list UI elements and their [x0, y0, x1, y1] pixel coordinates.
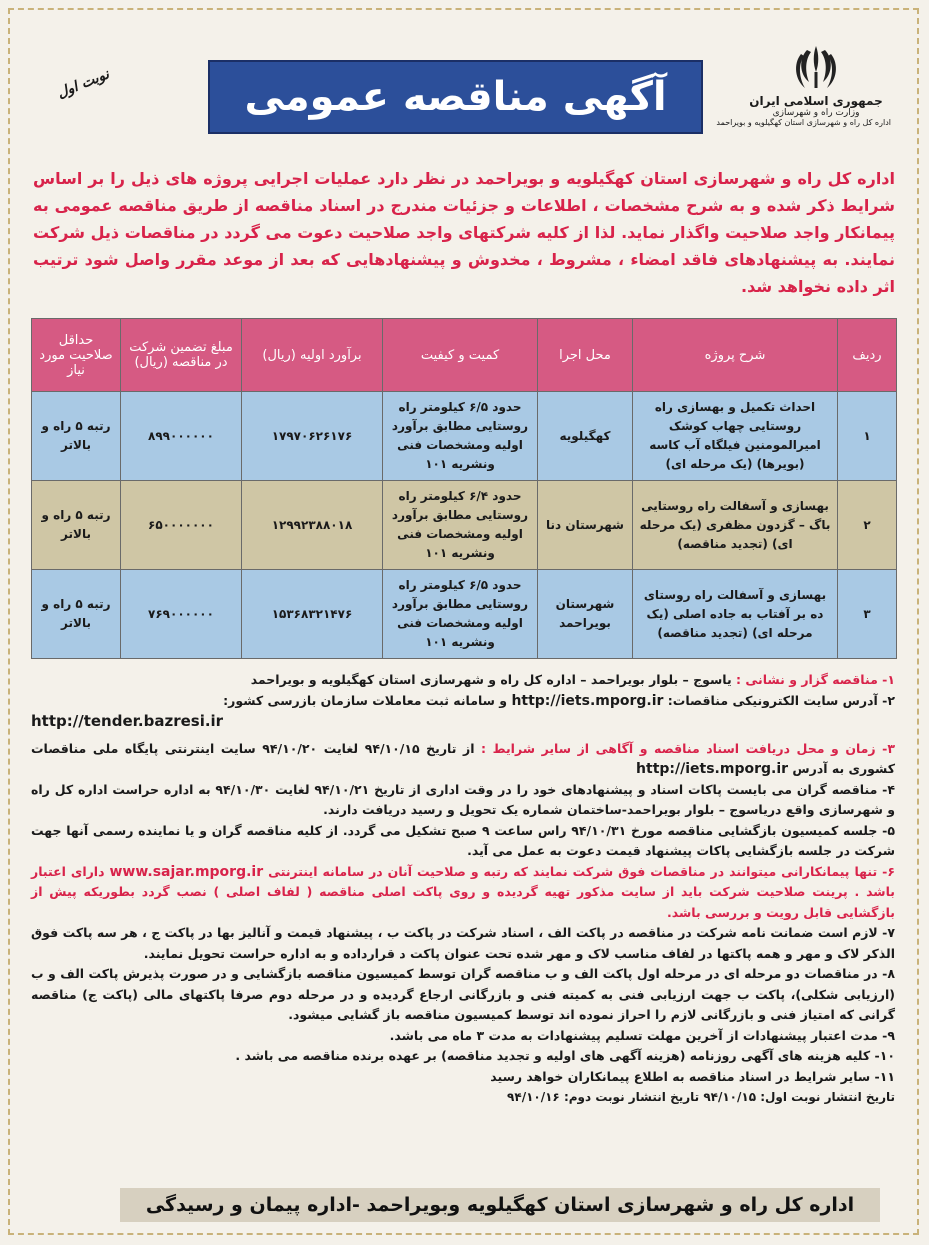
notice-page	[20, 20, 909, 1225]
cell-grade: رتبه ۵ راه و بالاتر	[32, 392, 121, 481]
col-grade: حداقل صلاحیت مورد نیاز	[32, 319, 121, 392]
cell-estimate: ۱۷۹۷۰۶۲۶۱۷۶	[242, 392, 383, 481]
clause-1-heading: ۱- مناقصه گزار و نشانی :	[736, 672, 895, 687]
cell-guarantee: ۶۵۰۰۰۰۰۰۰	[121, 481, 242, 570]
cell-grade: رتبه ۵ راه و بالاتر	[32, 570, 121, 659]
col-guarantee: مبلغ تضمین شرکت در مناقصه (ریال)	[121, 319, 242, 392]
clause-2-line2	[31, 711, 895, 733]
clause-10: ۱۰- کلیه هزینه های آگهی روزنامه (هزینه آگهی های اولیه و تجدید مناقصه) بر عهده برنده مناقصه می باشد .	[235, 1048, 895, 1063]
iran-emblem-icon	[793, 42, 839, 92]
emblem-office: اداره کل راه و شهرسازی استان کهگیلویه و بویراحمد	[716, 118, 891, 127]
conditions-list	[31, 670, 895, 1108]
clause-3-body: از تاریخ ۹۴/۱۰/۱۵ لغایت ۹۴/۱۰/۲۰ سایت اینترنتی پایگاه ملی مناقصات کشوری به آدرس	[31, 740, 895, 776]
notice-title: آگهی مناقصه عمومی	[208, 60, 703, 134]
col-desc: شرح پروژه	[633, 319, 838, 392]
cell-guarantee: ۸۹۹۰۰۰۰۰۰	[121, 392, 242, 481]
clause-2-middle: و سامانه ثبت معاملات سازمان بازرسی کشور:	[223, 692, 512, 708]
clause-6-body: دارای اعتبار باشد . پرینت صلاحیت شرکت باید از سایت مذکور تهیه گردیده و روی پاکت اصلی مناقصه ( لفاف اصلی ) نصب گردد بطوریکه پیش از بازگشایی قابل رویت و بررسی باشد.	[31, 863, 895, 920]
cell-qty: حدود ۶/۵ کیلومتر راه روستایی مطابق برآورد اولیه ومشخصات فنی ونشریه ۱۰۱	[383, 392, 538, 481]
col-row: ردیف	[838, 319, 897, 392]
sajar-link[interactable]: www.sajar.mporg.ir	[109, 863, 264, 880]
clause-1	[31, 670, 895, 691]
cell-desc: بهسازی و آسفالت راه روستایی باگ – گزدون مظفری (یک مرحله ای) (تجدید مناقصه)	[633, 481, 838, 570]
clause-6-prefix: ۶- تنها پیمانکارانی میتوانند در مناقصات فوق شرکت نمایند که رتبه و صلاحیت آنان در سامانه اینترنتی	[263, 863, 895, 879]
col-qty: کمیت و کیفیت	[383, 319, 538, 392]
cell-desc: احداث تکمیل و بهسازی راه روستایی چهاب کوشک امیرالمومنین فیلگاه آب کاسه (بویرها) (یک مرحله ای)	[633, 392, 838, 481]
projects-table	[31, 318, 897, 659]
cell-qty: حدود ۶/۴ کیلومتر راه روستایی مطابق برآورد اولیه ومشخصات فنی ونشریه ۱۰۱	[383, 481, 538, 570]
col-place: محل اجرا	[538, 319, 633, 392]
clause-8: ۸- در مناقصات دو مرحله ای در مرحله اول پاکت الف و ب مناقصه گران توسط کمیسیون مناقصه بازگشایی و در صورت پذیرش پاکت الف و ب (ارزیابی شکلی)، پاکت ب جهت ارزیابی فنی به کمیته فنی و بازرگانی ارجاع گردیده و در مرحله دوم صرفا پاکتهای مالی (پاکت ج) مناقصه گرانی که امتیاز فنی و بازرگانی لازم را احراز نموده اند توسط کمیسیون مناقصه باز گشایی میشود.	[31, 966, 895, 1022]
clause-4: ۴- مناقصه گران می بایست پاکات اسناد و پیشنهادهای خود را در وقت اداری از تاریخ ۹۴/۱۰/۲۱ لغایت ۹۴/۱۰/۳۰ به اداره حراست اداره کل راه و شهرسازی واقع دریاسوج – بلوار بویراحمد-ساختمان شماره یک تحویل و رسید دریافت دارند.	[31, 781, 896, 817]
table-row	[32, 481, 897, 570]
publication-dates: تاریخ انتشار نوبت اول: ۹۴/۱۰/۱۵ تاریخ انتشار نوبت دوم: ۹۴/۱۰/۱۶	[507, 1090, 895, 1104]
clause-6	[31, 862, 895, 924]
clause-1-body: یاسوج – بلوار بویراحمد – اداره کل راه و شهرسازی استان کهگیلویه و بویراحمد	[250, 672, 737, 687]
iets-link[interactable]: http://iets.mporg.ir	[511, 692, 664, 709]
clause-9: ۹- مدت اعتبار پیشنهادات از آخرین مهلت تسلیم پیشنهادات به مدت ۳ ماه می باشد.	[389, 1027, 895, 1043]
clause-3-heading: ۳- زمان و محل دریافت اسناد مناقصه و آگاهی از سایر شرایط :	[481, 740, 896, 756]
table-row	[32, 570, 897, 659]
cell-place: شهرستان بویراحمد	[538, 570, 633, 659]
cell-guarantee: ۷۶۹۰۰۰۰۰۰	[121, 570, 242, 659]
cell-row: ۲	[838, 481, 897, 570]
table-header-row	[32, 319, 897, 392]
clause-11: ۱۱- سایر شرایط در اسناد مناقصه به اطلاع پیمانکاران خواهد رسید	[490, 1068, 895, 1084]
cell-row: ۱	[838, 392, 897, 481]
cell-row: ۳	[838, 570, 897, 659]
cell-qty: حدود ۶/۵ کیلومتر راه روستایی مطابق برآورد اولیه ومشخصات فنی ونشریه ۱۰۱	[383, 570, 538, 659]
emblem-ministry: وزارت راه و شهرسازی	[772, 108, 860, 118]
clause-7: ۷- لازم است ضمانت نامه شرکت در مناقصه در پاکت الف ، اسناد شرکت در پاکت ب ، پیشنهاد قیمت و آنالیز بها در پاکت ج ، هر سه پاکت فوق الذکر لاک و مهر و همه پاکتها در لفاف مناسب لاک و مهر شده تحت عنوان پاکت د قرارداده و به اداره حراست تحویل نمایند.	[31, 925, 895, 961]
iets-link-2[interactable]: http://iets.mporg.ir	[636, 761, 789, 777]
intro-paragraph: اداره کل راه و شهرسازی استان کهگیلویه و بویراحمد در نظر دارد عملیات اجرایی پروژه های ذیل را بر اساس شرایط ذکر شده و به شرح مشخصات ، اطلاعات و جزئیات مندرج در اسناد مناقصه از طریق مناقصه عمومی به پیمانکار واجد صلاحیت واگذار نماید. لذا از کلیه شرکتهای واجد صلاحیت دعوت می گردد در مناقصات ذیل شرکت نمایند. به پیشنهادهای فاقد امضاء ، مشروط ، مخدوش و پیشنهادهایی که بعد از موعد مقرر واصل شود ترتیب اثر داده نخواهد شد.	[33, 169, 895, 296]
col-estimate: برآورد اولیه (ریال)	[242, 319, 383, 392]
cell-grade: رتبه ۵ راه و بالاتر	[32, 481, 121, 570]
cell-estimate: ۱۵۳۶۸۳۲۱۴۷۶	[242, 570, 383, 659]
cell-place: کهگیلویه	[538, 392, 633, 481]
cell-place: شهرستان دنا	[538, 481, 633, 570]
clause-2	[31, 691, 895, 712]
cell-desc: بهسازی و آسفالت راه روستای ده بر آفتاب به جاده اصلی (یک مرحله ای) (تجدید مناقصه)	[633, 570, 838, 659]
cell-estimate: ۱۲۹۹۲۳۸۸۰۱۸	[242, 481, 383, 570]
publication-round: نوبت اول	[54, 66, 112, 102]
clause-2-prefix: ۲- آدرس سایت الکترونیکی مناقصات:	[663, 692, 895, 708]
table-row	[32, 392, 897, 481]
tender-link[interactable]: http://tender.bazresi.ir	[31, 712, 224, 730]
clause-3	[31, 739, 895, 780]
clause-5: ۵- جلسه کمیسیون بازگشایی مناقصه مورخ ۹۴/۱۰/۳۱ راس ساعت ۹ صبح تشکیل می گردد. از کلیه مناقصه گران و یا نماینده رسمی آنها جهت شرکت در جلسه بازگشایی پاکات پیشنهاد قیمت دعوت به عمل می آید.	[31, 822, 895, 858]
footer-banner: اداره کل راه و شهرسازی استان کهگیلویه وبویراحمد -اداره پیمان و رسیدگی	[120, 1188, 880, 1222]
ministry-emblem	[716, 42, 891, 127]
emblem-country: جمهوری اسلامی ایران	[749, 94, 883, 108]
